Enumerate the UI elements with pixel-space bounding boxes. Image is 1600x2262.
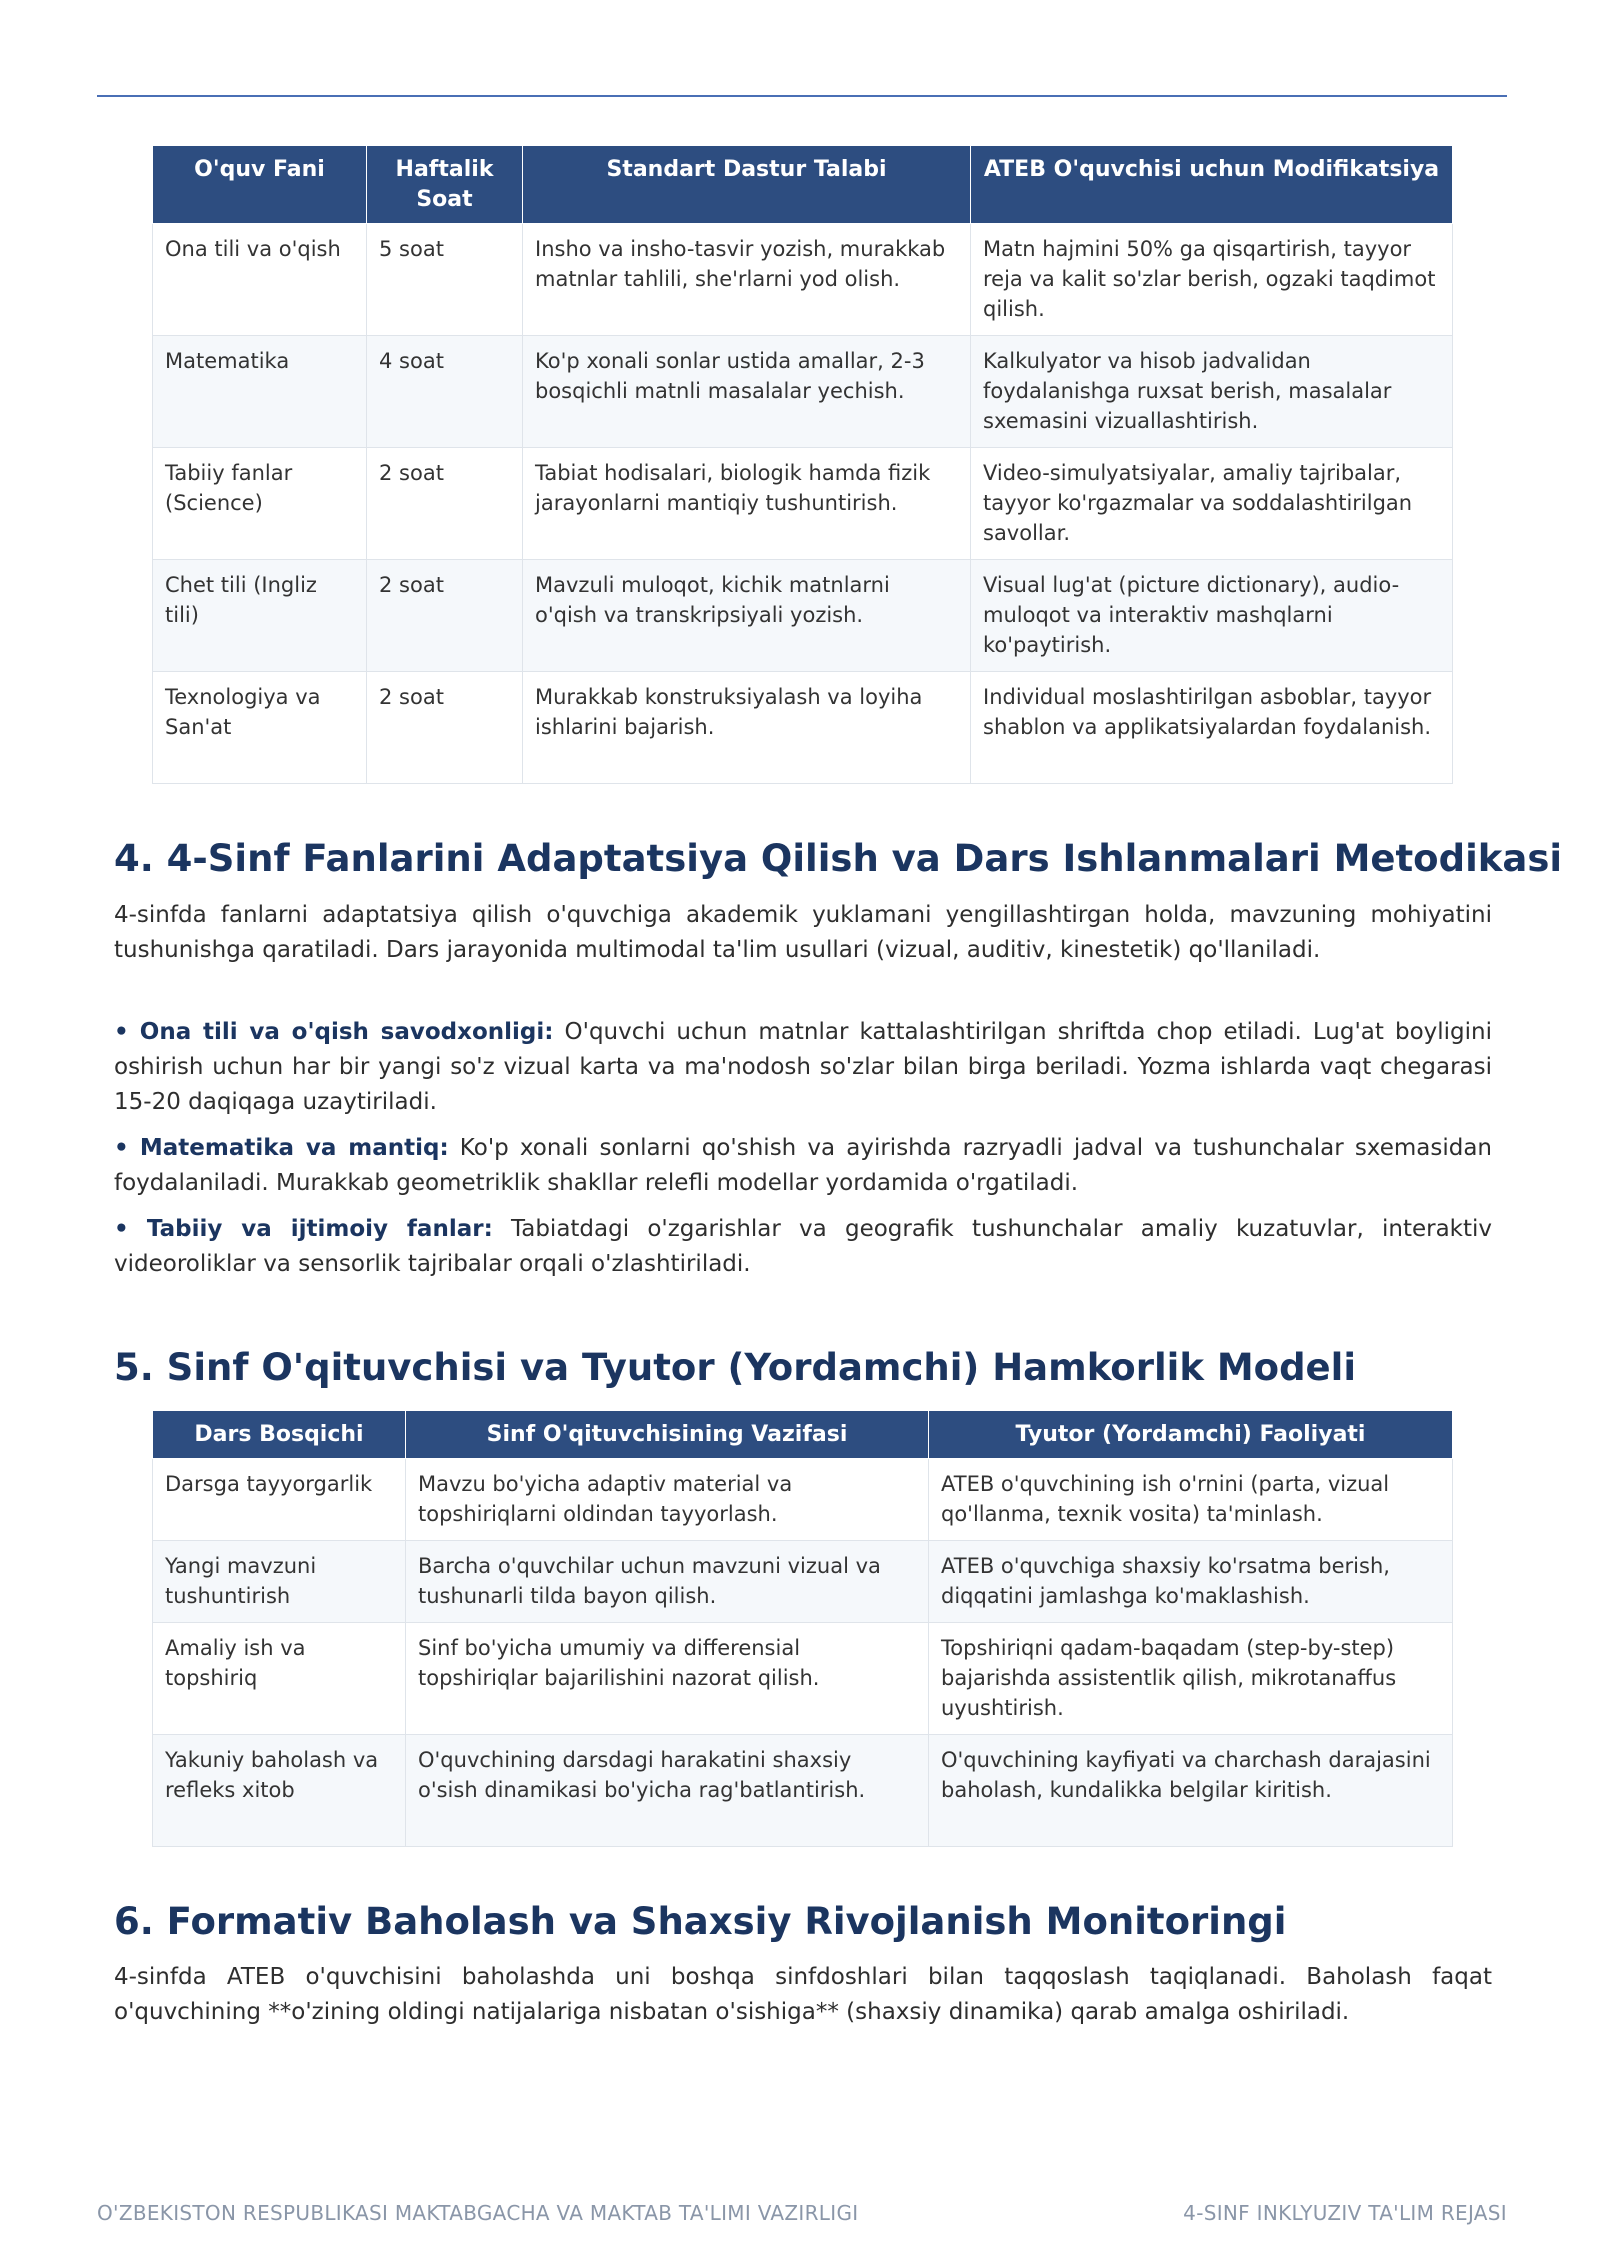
table-cell: 4 soat <box>367 336 523 448</box>
table-row <box>153 1735 1453 1847</box>
table-cell: Kalkulyator va hisob jadvalidan foydalanishga ruxsat berish, masalalar sxemasini vizuallashtirish. <box>971 336 1453 448</box>
section-4-title: 4. 4-Sinf Fanlarini Adaptatsiya Qilish va Dars Ishlanmalari Metodikasi <box>114 837 1563 880</box>
column-header-modification: ATEB O'quvchisi uchun Modifikatsiya <box>971 146 1453 224</box>
table-cell: 5 soat <box>367 224 523 336</box>
footer-ministry: O'ZBEKISTON RESPUBLIKASI MAKTABGACHA VA MAKTAB TA'LIMI VAZIRLIGI <box>97 2201 859 2225</box>
table-cell: Individual moslashtirilgan asboblar, tayyor shablon va applikatsiyalardan foydalanish. <box>971 672 1453 784</box>
table-cell: Yangi mavzuni tushuntirish <box>153 1541 406 1623</box>
table-row <box>153 1541 1453 1623</box>
bullet-marker: • <box>114 1019 129 1045</box>
bullet-label: Ona tili va o'qish savodxonligi: <box>139 1019 554 1045</box>
section-6-text: 4-sinfda ATEB o'quvchisini baholashda uni boshqa sinfdoshlari bilan taqqoslash taqiqlanadi. Baholash faqat o'quvchining **o'zining oldingi natijalariga nisbatan o'sishiga** (shaxsiy dinamika) qarab amalga oshiriladi. <box>114 1964 1492 2025</box>
table-cell: 2 soat <box>367 448 523 560</box>
header-rule <box>97 95 1507 97</box>
table-row <box>153 224 1453 336</box>
table-cell: Texnologiya va San'at <box>153 672 367 784</box>
bullet-text: O'quvchi uchun matnlar kattalashtirilgan shriftda chop etiladi. Lug'at boyligini oshirish uchun har bir yangi so'z vizual karta va ma'nodosh so'zlar bilan birga beriladi. Yozma ishlarda vaqt chegarasi 15-20 daqiqaga uzaytiriladi. <box>114 1019 1492 1115</box>
bullet-text: Tabiatdagi o'zgarishlar va geografik tushunchalar amaliy kuzatuvlar, interaktiv videoroliklar va sensorlik tajribalar orqali o'zlashtiriladi. <box>114 1216 1493 1277</box>
table-cell: Yakuniy baholash va refleks xitob <box>153 1735 406 1847</box>
section-5-title: 5. Sinf O'qituvchisi va Tyutor (Yordamchi) Hamkorlik Modeli <box>114 1346 1357 1389</box>
table-cell: Matematika <box>153 336 367 448</box>
table-cell: Visual lug'at (picture dictionary), audio-muloqot va interaktiv mashqlarni ko'paytirish. <box>971 560 1453 672</box>
table-cell: 2 soat <box>367 672 523 784</box>
column-header-standard-requirement: Standart Dastur Talabi <box>523 146 971 224</box>
subjects-modification-table <box>152 145 1453 784</box>
table-cell: O'quvchining kayfiyati va charchash darajasini baholash, kundalikka belgilar kiritish. <box>929 1735 1453 1847</box>
table-row <box>153 1623 1453 1735</box>
footer-document-title: 4-SINF INKLYUZIV TA'LIM REJASI <box>1183 2201 1507 2225</box>
section-4-intro: 4-sinfda fanlarni adaptatsiya qilish o'quvchiga akademik yuklamani yengillashtirgan holda, mavzuning mohiyatini tushunishga qaratiladi. Dars jarayonida multimodal ta'lim usullari (vizual, auditiv, kinestetik) qo'llaniladi. <box>114 902 1492 963</box>
table-cell: Chet tili (Ingliz tili) <box>153 560 367 672</box>
table-header-row <box>153 146 1453 224</box>
table-cell: Amaliy ish va topshiriq <box>153 1623 406 1735</box>
table-cell: Mavzu bo'yicha adaptiv material va topshiriqlarni oldindan tayyorlash. <box>406 1459 929 1541</box>
bullet-marker: • <box>114 1135 129 1161</box>
column-header-subject: O'quv Fani <box>153 146 367 224</box>
table-cell: ATEB o'quvchiga shaxsiy ko'rsatma berish, diqqatini jamlashga ko'maklashish. <box>929 1541 1453 1623</box>
bullet-marker: • <box>114 1216 129 1242</box>
collaboration-model-table <box>152 1410 1453 1847</box>
table-cell: Darsga tayyorgarlik <box>153 1459 406 1541</box>
table-cell: Sinf bo'yicha umumiy va differensial topshiriqlar bajarilishini nazorat qilish. <box>406 1623 929 1735</box>
bullet-text: Ko'p xonali sonlarni qo'shish va ayirishda razryadli jadval va tushunchalar sxemasidan foydalaniladi. Murakkab geometriklik shakllar relefli modellar yordamida o'rgatiladi. <box>114 1135 1492 1196</box>
table-cell: Barcha o'quvchilar uchun mavzuni vizual va tushunarli tilda bayon qilish. <box>406 1541 929 1623</box>
table-row <box>153 336 1453 448</box>
bullet-label: Matematika va mantiq: <box>139 1135 449 1161</box>
table-cell: Ona tili va o'qish <box>153 224 367 336</box>
section-6-title: 6. Formativ Baholash va Shaxsiy Rivojlanish Monitoringi <box>114 1900 1287 1943</box>
bullet-item <box>114 1212 1492 1282</box>
table-cell: Matn hajmini 50% ga qisqartirish, tayyor reja va kalit so'zlar berish, ogzaki taqdimot qilish. <box>971 224 1453 336</box>
bullet-item <box>114 1131 1492 1201</box>
column-header-teacher-task: Sinf O'qituvchisining Vazifasi <box>406 1411 929 1459</box>
column-header-weekly-hours: Haftalik Soat <box>367 146 523 224</box>
table-row <box>153 448 1453 560</box>
table-cell: Mavzuli muloqot, kichik matnlarni o'qish va transkripsiyali yozish. <box>523 560 971 672</box>
table-row <box>153 1459 1453 1541</box>
table-cell: O'quvchining darsdagi harakatini shaxsiy o'sish dinamikasi bo'yicha rag'batlantirish. <box>406 1735 929 1847</box>
column-header-lesson-stage: Dars Bosqichi <box>153 1411 406 1459</box>
table-cell: 2 soat <box>367 560 523 672</box>
table-cell: Ko'p xonali sonlar ustida amallar, 2-3 bosqichli matnli masalalar yechish. <box>523 336 971 448</box>
table-cell: Tabiat hodisalari, biologik hamda fizik jarayonlarni mantiqiy tushuntirish. <box>523 448 971 560</box>
bullet-label: Tabiiy va ijtimoiy fanlar: <box>146 1216 493 1242</box>
column-header-tutor-activity: Tyutor (Yordamchi) Faoliyati <box>929 1411 1453 1459</box>
table-cell: ATEB o'quvchining ish o'rnini (parta, vizual qo'llanma, texnik vosita) ta'minlash. <box>929 1459 1453 1541</box>
table-cell: Video-simulyatsiyalar, amaliy tajribalar, tayyor ko'rgazmalar va soddalashtirilgan savollar. <box>971 448 1453 560</box>
table-row <box>153 672 1453 784</box>
table-cell: Murakkab konstruksiyalash va loyiha ishlarini bajarish. <box>523 672 971 784</box>
table-cell: Topshiriqni qadam-baqadam (step-by-step) bajarishda assistentlik qilish, mikrotanaffus uyushtirish. <box>929 1623 1453 1735</box>
table-header-row <box>153 1411 1453 1459</box>
bullet-item <box>114 1015 1492 1120</box>
table-cell: Insho va insho-tasvir yozish, murakkab matnlar tahlili, she'rlarni yod olish. <box>523 224 971 336</box>
table-cell: Tabiiy fanlar (Science) <box>153 448 367 560</box>
table-row <box>153 560 1453 672</box>
